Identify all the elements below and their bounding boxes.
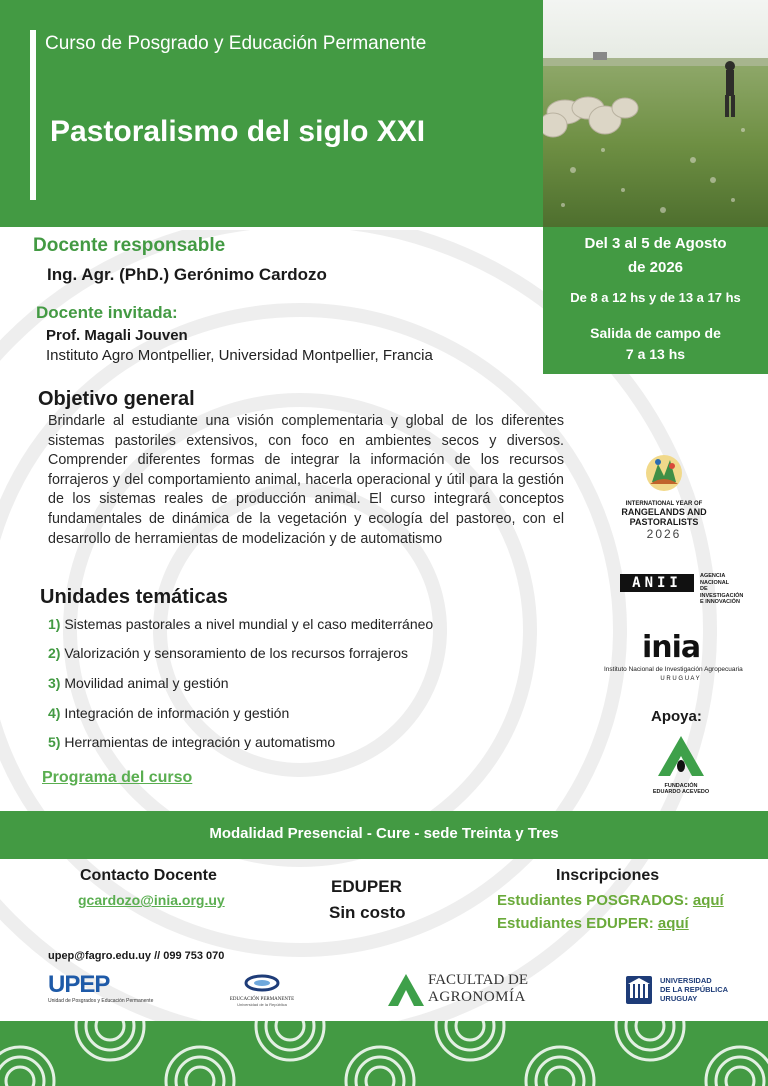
course-type: Curso de Posgrado y Educación Permanente — [45, 33, 427, 54]
guest-heading: Docente invitada: — [36, 303, 178, 322]
anii-logo: ANII AGENCIA NACIONAL DE INVESTIGACIÓN E INNOVACIÓN — [620, 572, 750, 596]
eduper-label: EDUPER — [331, 877, 402, 896]
course-title: Pastoralismo del siglo XXI — [50, 115, 426, 148]
apoya-label: Apoya: — [651, 708, 702, 725]
eduper-inscription-link[interactable]: aquí — [657, 915, 689, 932]
upep-logo: UPEP Unidad de Posgrados y Educación Permanente — [48, 971, 154, 1004]
contact-heading: Contacto Docente — [80, 867, 217, 884]
fundacion-a-icon — [646, 734, 716, 778]
objective-text: Brindarle al estudiante una visión complementaria y global de los diferentes sistemas pastoriles extensivos, con foco en ambientes secos y diversos. Comprender diferentes formas de integrar la información de los recursos forrajeros y del comportamiento animal, hacerla operacional y útil para la gestión de los sistemas reales de producción animal. El curso integrará conceptos fundamentales de dinámica de la vegetación y ecología del pastoreo, con el desarrollo de herramientas de modelización y de automatismo — [48, 413, 564, 547]
eduper-cost: Sin costo — [329, 903, 406, 922]
objective-heading: Objetivo general — [38, 388, 195, 410]
units-heading: Unidades temáticas — [40, 586, 228, 608]
unit-item: 4) Integración de información y gestión — [48, 705, 290, 721]
field-trip-hours: Salida de campo de 7 a 13 hs — [590, 325, 721, 362]
modality-bar: Modalidad Presencial - Cure - sede Treinta y Tres — [0, 811, 768, 859]
dates-panel — [543, 227, 768, 374]
schedule-hours: De 8 a 12 hs y de 13 a 17 hs — [570, 290, 741, 305]
unit-item: 3) Movilidad animal y gestión — [48, 675, 229, 691]
header-banner — [0, 0, 543, 227]
program-link[interactable]: Programa del curso — [42, 769, 193, 786]
footer-contact: upep@fagro.edu.uy // 099 753 070 — [48, 950, 225, 962]
responsible-heading: Docente responsable — [33, 235, 226, 256]
posgrados-inscription-link[interactable]: aquí — [692, 892, 724, 909]
unit-item: 2) Valorización y sensoramiento de los recursos forrajeros — [48, 645, 409, 661]
decorative-footer-pattern — [0, 1021, 768, 1086]
unit-item: 5) Herramientas de integración y automatismo — [48, 734, 336, 750]
unit-item: 1) Sistemas pastorales a nivel mundial y el caso mediterráneo — [48, 616, 434, 632]
udelar-logo: UNIVERSIDAD DE LA REPÚBLICA URUGUAY — [624, 974, 734, 1010]
posgrados-inscription: Estudiantes POSGRADOS: aquí — [497, 892, 724, 909]
contact-email-link[interactable]: gcardozo@inia.org.uy — [78, 892, 225, 908]
fundacion-logo: FUNDACIÓN EDUARDO ACEVEDO — [646, 734, 716, 796]
guest-institution: Instituto Agro Montpellier, Universidad Montpellier, Francia — [46, 347, 433, 364]
inia-logo: inia Instituto Nacional de Investigación Agropecuaria U R U G U A Y — [604, 630, 743, 682]
udelar-shield-icon — [624, 974, 654, 1006]
date-range: Del 3 al 5 de Agosto de 2026 — [584, 235, 727, 276]
educacion-permanente-logo: EDUCACIÓN PERMANENTE Universidad de la República — [222, 972, 302, 1012]
iyrp-emblem-icon — [612, 452, 716, 494]
pasture-photo — [543, 0, 768, 227]
fagro-logo: FACULTAD DE AGRONOMÍA — [388, 972, 548, 1008]
responsible-name: Ing. Agr. (PhD.) Gerónimo Cardozo — [47, 265, 327, 284]
iyrp-logo: INTERNATIONAL YEAR OF RANGELANDS AND PASTORALISTS 2026 — [612, 452, 716, 547]
header-accent-bar — [30, 30, 36, 200]
fagro-a-icon — [388, 974, 424, 1008]
ep-swirl-icon — [222, 972, 302, 992]
eduper-inscription: Estudiantes EDUPER: aquí — [497, 915, 689, 932]
guest-name: Prof. Magali Jouven — [46, 327, 188, 344]
inscriptions-heading: Inscripciones — [556, 867, 660, 884]
